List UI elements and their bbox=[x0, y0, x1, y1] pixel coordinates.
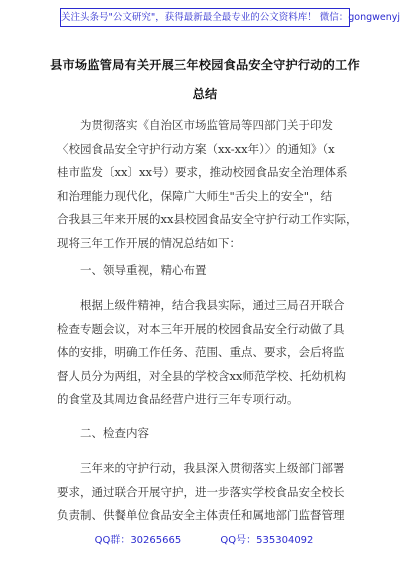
section-1-paragraph bbox=[57, 294, 357, 412]
text-line: 三年来的守护行动，我县深入贯彻落实上级部门部署 bbox=[80, 461, 345, 475]
text-line: 为贯彻落实《自治区市场监管局等四部门关于印发 bbox=[80, 118, 333, 132]
section-1-heading: 一、领导重视，精心布置 bbox=[80, 263, 207, 277]
text-line: 现将三年工作开展的情况总结如下： bbox=[57, 235, 241, 250]
text-line: 检查专题会议，对本三年开展的校园食品安全行动做了具 bbox=[57, 321, 345, 336]
text-line: 的食堂及其周边食品经营户进行三年专项行动。 bbox=[57, 392, 299, 406]
text-line: 〈校园食品安全守护行动方案（xx-xx年）〉的通知》（x bbox=[57, 141, 335, 156]
page-footer bbox=[0, 531, 408, 546]
text-line: 和治理能力现代化，保障广大师生"舌尖上的安全"，结 bbox=[57, 188, 333, 203]
text-line: 负责制、供餐单位食品安全主体责任和属地部门监督管理 bbox=[57, 508, 345, 522]
text-line: 根据上级件精神，结合我县实际，通过三局召开联合 bbox=[80, 298, 345, 312]
section-2-paragraph bbox=[57, 457, 357, 528]
qq-number: QQ号：535304092 bbox=[220, 535, 314, 546]
promo-banner: 关注头条号"公文研究"，获得最新最全最专业的公文资料库！ 微信：gongwenyj bbox=[60, 8, 350, 27]
text-line: 合我县三年来开展的xx县校园食品安全守护行动工作实际， bbox=[57, 212, 358, 226]
document-title-line-1: 县市场监管局有关开展三年校园食品安全守护行动的工作 bbox=[50, 58, 360, 72]
text-line: 桂市监发〔xx〕xx号）要求，推动校园食品安全治理体系 bbox=[57, 165, 348, 179]
document-title-line-2: 总结 bbox=[192, 87, 218, 101]
section-2-heading: 二、检查内容 bbox=[80, 426, 149, 440]
text-line: 体的安排，明确工作任务、范围、重点、要求，会后将监 bbox=[57, 345, 345, 359]
text-line: 要求，通过联合开展守护，进一步落实学校食品安全校长 bbox=[57, 484, 345, 499]
intro-paragraph bbox=[57, 114, 357, 255]
qq-group-number: QQ群：30265665 bbox=[94, 535, 182, 546]
text-line: 督人员分为两组，对全县的学校含xx师范学校、托幼机构 bbox=[57, 368, 346, 383]
